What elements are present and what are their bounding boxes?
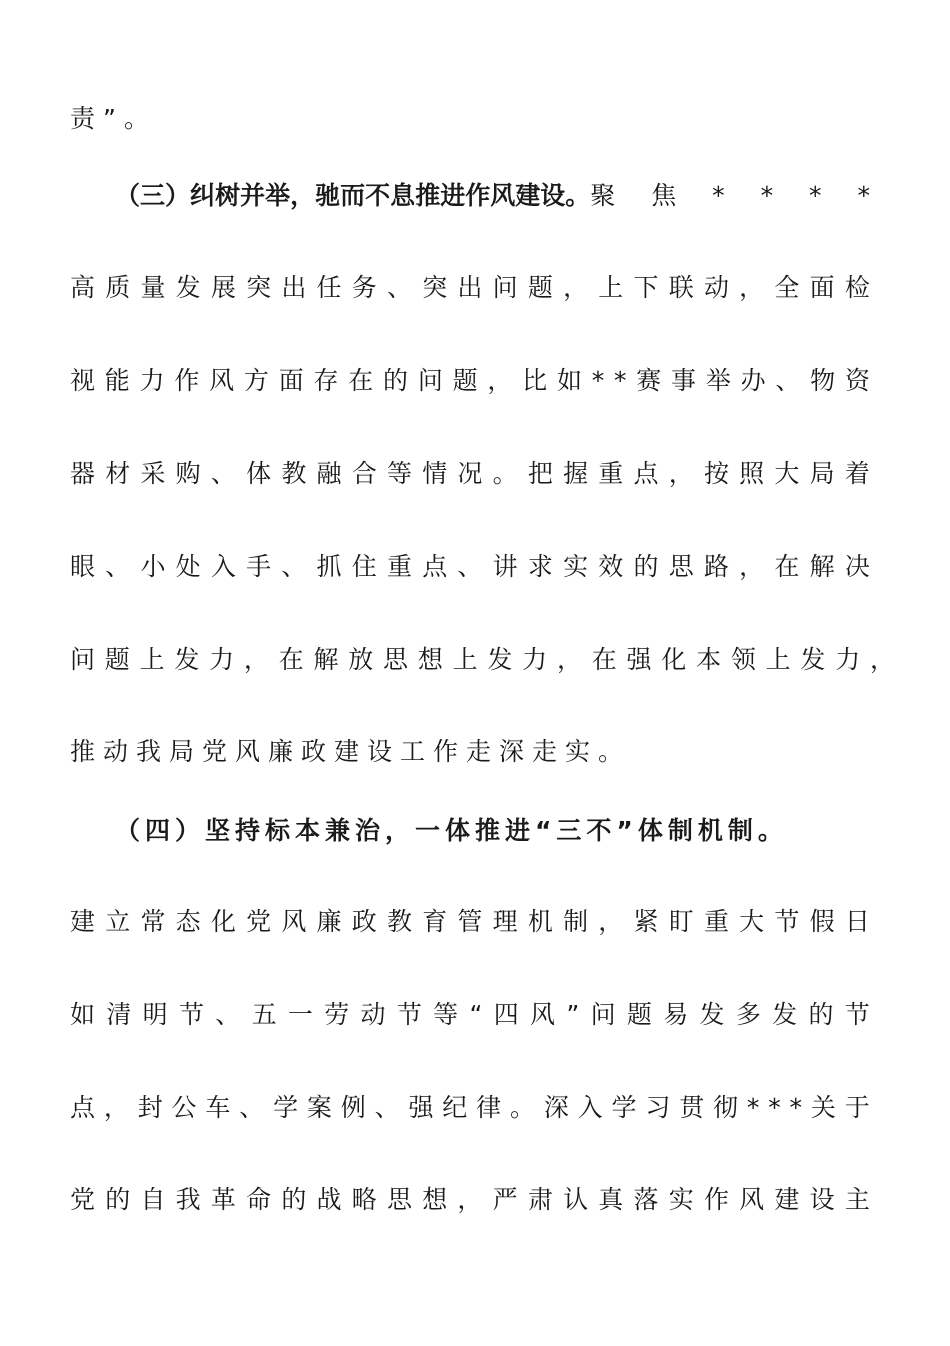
line-text: 责”。: [70, 104, 157, 133]
line-text: 点 ， 封 公 车 、 学 案 例 、 强 纪 律 。 深 入 学 习 贯 彻 * * * 关 于: [70, 1093, 870, 1122]
paragraph-line-10: [70, 902, 870, 942]
paragraph-line-1: [70, 99, 870, 139]
line-text: 如 清 明 节 、 五 一 劳 动 节 等 “ 四 风 ” 问 题 易 发 多 发 的 节: [70, 1000, 870, 1029]
line-text: 器 材 采 购 、 体 教 融 合 等 情 况 。 把 握 重 点 ， 按 照 大 局 着: [70, 459, 870, 488]
line-text: 推动我局党风廉政建设工作走深走实。: [70, 737, 632, 766]
paragraph-line-7: [70, 640, 895, 680]
section-4-heading-line: [115, 811, 895, 851]
section-4-heading: （四）坚持标本兼治，一体推进“三不”体制机制。: [115, 816, 788, 845]
section-3-heading: （ 三 ） 纠 树 并 举 ， 驰 而 不 息 推 进 作 风 建 设 。: [115, 181, 591, 210]
paragraph-line-11: [70, 995, 870, 1035]
paragraph-line-3: [70, 268, 870, 308]
line-text: 党 的 自 我 革 命 的 战 略 思 想 ， 严 肃 认 真 落 实 作 风 建 设 主: [70, 1185, 870, 1214]
section-3-heading-line: [115, 176, 870, 216]
paragraph-line-4: [70, 361, 870, 401]
line-text: 眼 、 小 处 入 手 、 抓 住 重 点 、 讲 求 实 效 的 思 路 ， 在 解 决: [70, 552, 870, 581]
paragraph-line-13: [70, 1180, 870, 1220]
line-text: 视 能 力 作 风 方 面 存 在 的 问 题 ， 比 如 * * 赛 事 举 办 、 物 资: [70, 366, 870, 395]
line-text: 问 题 上 发 力 ， 在 解 放 思 想 上 发 力 ， 在 强 化 本 领 上 发 力 ，: [70, 645, 895, 674]
paragraph-line-5: [70, 454, 870, 494]
line-text: 建 立 常 态 化 党 风 廉 政 教 育 管 理 机 制 ， 紧 盯 重 大 节 假 日: [70, 907, 870, 936]
paragraph-line-6: [70, 547, 870, 587]
paragraph-line-8: [70, 732, 870, 772]
paragraph-line-12: [70, 1088, 870, 1128]
section-3-heading-tail: 聚 焦 * * * *: [590, 181, 870, 210]
line-text: 高 质 量 发 展 突 出 任 务 、 突 出 问 题 ， 上 下 联 动 ， 全 面 检: [70, 273, 870, 302]
